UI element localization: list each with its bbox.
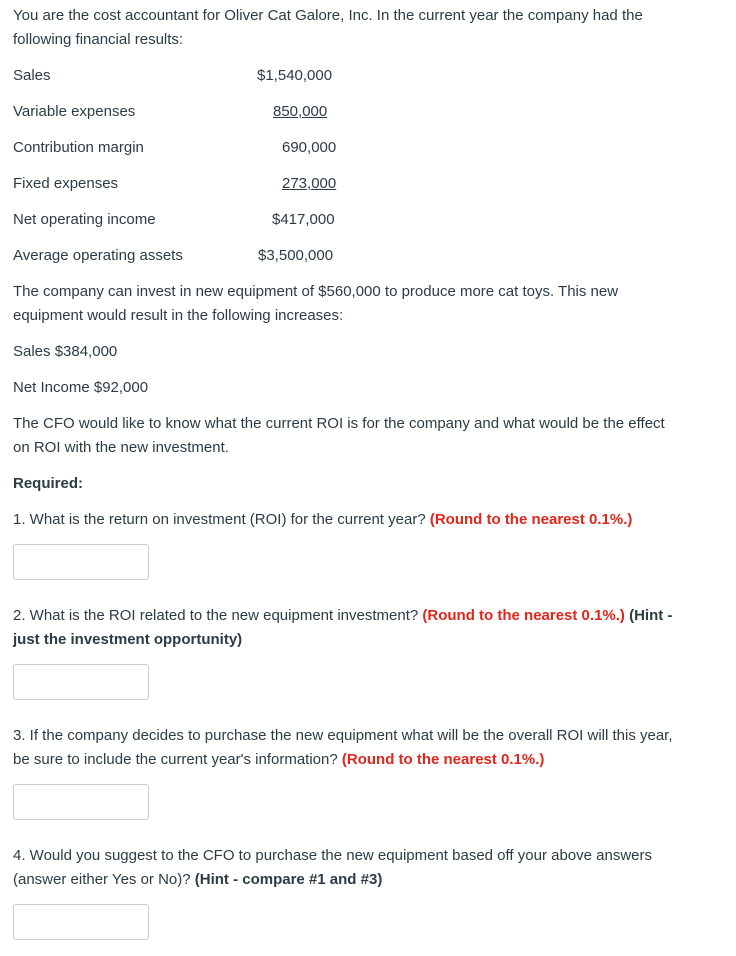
question-3-line-2 bbox=[13, 748, 544, 772]
value-contribution-margin: 690,000 bbox=[282, 139, 337, 156]
question-4-text: (answer either Yes or No)? bbox=[13, 871, 195, 888]
label-fixed-expenses: Fixed expenses bbox=[13, 175, 119, 192]
required-heading: Required: bbox=[13, 475, 84, 492]
question-4-line-2 bbox=[13, 868, 382, 892]
intro-line-2: following financial results: bbox=[13, 31, 184, 48]
cfo-line-2: on ROI with the new investment. bbox=[13, 439, 229, 456]
label-net-operating-income: Net operating income bbox=[13, 211, 156, 228]
question-4-line-1: 4. Would you suggest to the CFO to purchase the new equipment based off your above answers bbox=[13, 847, 652, 864]
question-2-hint-end: just the investment opportunity) bbox=[13, 631, 243, 648]
answer-3-input[interactable] bbox=[13, 784, 149, 820]
question-1-round-note: (Round to the nearest 0.1%.) bbox=[429, 511, 633, 528]
answer-4-input[interactable] bbox=[13, 904, 149, 940]
value-variable-expenses: 850,000 bbox=[273, 103, 328, 120]
investment-line-1: The company can invest in new equipment of $560,000 to produce more cat toys. This new bbox=[13, 283, 619, 300]
value-fixed-expenses: 273,000 bbox=[282, 175, 337, 192]
investment-sales: Sales $384,000 bbox=[13, 343, 118, 360]
label-sales: Sales bbox=[13, 67, 51, 84]
label-contribution-margin: Contribution margin bbox=[13, 139, 144, 156]
value-average-operating-assets: $3,500,000 bbox=[258, 247, 334, 264]
question-1-text: 1. What is the return on investment (ROI) for the current year? bbox=[13, 511, 430, 528]
question-1 bbox=[13, 508, 632, 532]
answer-2-input[interactable] bbox=[13, 664, 149, 700]
cfo-line-1: The CFO would like to know what the current ROI is for the company and what would be the effect bbox=[13, 415, 665, 432]
value-net-operating-income: $417,000 bbox=[272, 211, 335, 228]
answer-1-input[interactable] bbox=[13, 544, 149, 580]
value-sales: $1,540,000 bbox=[257, 67, 333, 84]
investment-net-income: Net Income $92,000 bbox=[13, 379, 149, 396]
question-2-hint-start: (Hint - bbox=[624, 607, 673, 624]
question-2-round-note: (Round to the nearest 0.1%.) bbox=[422, 607, 625, 624]
question-3-line-1: 3. If the company decides to purchase the new equipment what will be the overall ROI will this year, bbox=[13, 727, 673, 744]
label-average-operating-assets: Average operating assets bbox=[13, 247, 183, 264]
question-2-text: 2. What is the ROI related to the new equipment investment? bbox=[13, 607, 423, 624]
label-variable-expenses: Variable expenses bbox=[13, 103, 136, 120]
intro-line-1: You are the cost accountant for Oliver Cat Galore, Inc. In the current year the company had the bbox=[13, 7, 643, 24]
investment-line-2: equipment would result in the following increases: bbox=[13, 307, 344, 324]
question-3-round-note: (Round to the nearest 0.1%.) bbox=[341, 751, 545, 768]
question-3-text: be sure to include the current year's information? bbox=[13, 751, 342, 768]
question-4-hint: (Hint - compare #1 and #3) bbox=[194, 871, 383, 888]
question-2 bbox=[13, 604, 672, 628]
